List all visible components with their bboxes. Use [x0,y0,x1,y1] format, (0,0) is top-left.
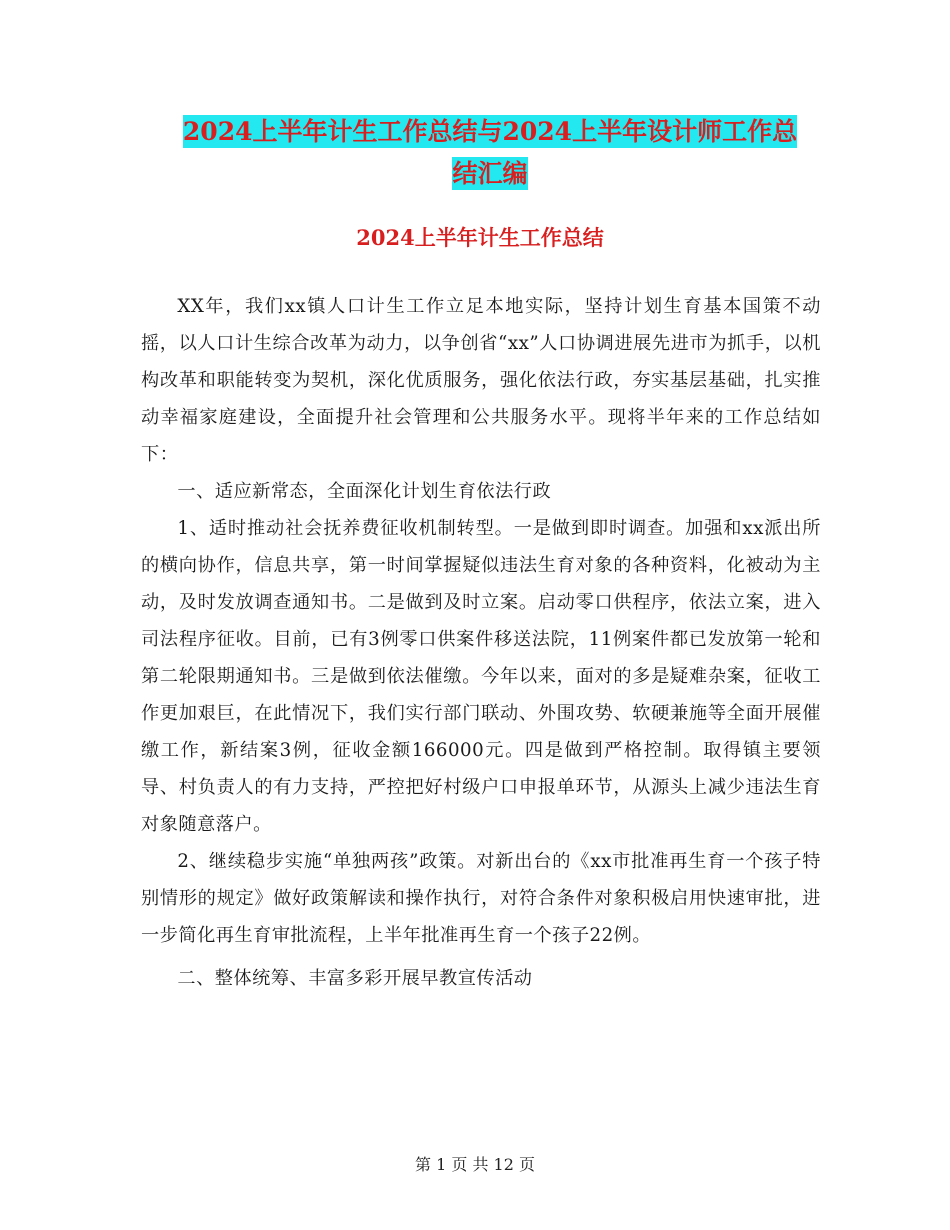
paragraph-item-1: 1、适时推动社会抚养费征收机制转型。一是做到即时调查。加强和xx派出所的横向协作，信息共享，第一时间掌握疑似违法生育对象的各种资料，化被动为主动，及时发放调查通知书。二是做到及时立案。启动零口供程序，依法立案，进入司法程序征收。目前，已有3例零口供案件移送法院，11例案件都已发放第一轮和第二轮限期通知书。三是做到依法催缴。今年以来，面对的多是疑难杂案，征收工作更加艰巨，在此情况下，我们实行部门联动、外围攻势、软硬兼施等全面开展催缴工作，新结案3例，征收金额166000元。四是做到严格控制。取得镇主要领导、村负责人的有力支持，严控把好村级户口申报单环节，从源头上减少违法生育对象随意落户。 [141,518,821,835]
document-title-line-1 [140,110,840,154]
document-title-line-2 [140,152,840,196]
document-title-text-2: 结汇编 [452,159,528,188]
document-body [141,288,821,997]
paragraph-item-2: 2、继续稳步实施“单独两孩”政策。对新出台的《xx市批准再生育一个孩子特别情形的规定》做好政策解读和操作执行，对符合条件对象积极启用快速审批，进一步简化再生育审批流程，上半年批准再生育一个孩子22例。 [141,851,821,946]
section-title: 2024上半年计生工作总结 [356,225,604,250]
page-footer: 第 1 页 共 12 页 [415,1155,535,1174]
paragraph-heading-2: 二、整体统筹、丰富多彩开展早教宣传活动 [177,968,533,989]
document-title-text-1: 2024上半年计生工作总结与2024上半年设计师工作总 [182,117,798,146]
paragraph-heading-1: 一、适应新常态，全面深化计划生育依法行政 [177,481,552,502]
paragraph-intro: XX年，我们xx镇人口计生工作立足本地实际，坚持计划生育基本国策不动摇，以人口计生综合改革为动力，以争创省“xx”人口协调进展先进市为抓手，以机构改革和职能转变为契机，深化优质服务，强化依法行政，夯实基层基础，扎实推动幸福家庭建设，全面提升社会管理和公共服务水平。现将半年来的工作总结如下： [141,296,821,465]
